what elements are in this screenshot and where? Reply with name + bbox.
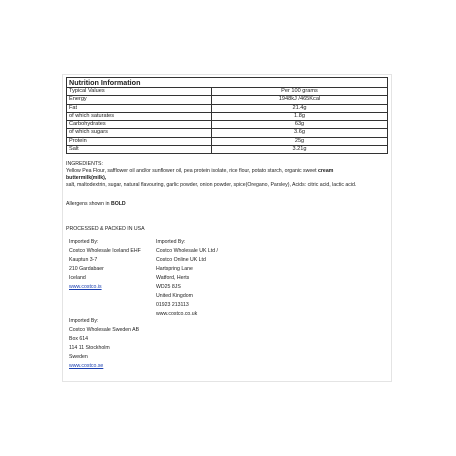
importer-uk-line: Costco Online UK Ltd	[156, 257, 206, 263]
row-label: Energy	[67, 96, 212, 104]
row-value: 3.21g	[212, 146, 388, 154]
ingredients-heading: INGREDIENTS:	[66, 161, 103, 167]
ingredients-bold-allergen: cream	[318, 168, 334, 174]
ingredients-text: Yellow Pea Flour, safflower oil and/or sunflower oil, pea protein isolate, rice flour, potato starch, organic sweet	[66, 168, 319, 174]
importer-sweden-heading: Imported By:	[69, 318, 99, 324]
table-row	[67, 137, 388, 145]
importer-sweden-line: Sweden	[69, 354, 88, 360]
importer-uk-line: United Kingdom	[156, 293, 193, 299]
row-label: of which saturates	[67, 112, 212, 120]
row-label: Protein	[67, 137, 212, 145]
importer-uk-heading: Imported By:	[156, 239, 186, 245]
importer-iceland-heading: Imported By:	[69, 239, 99, 245]
nutrition-table	[66, 77, 388, 154]
importer-iceland-line: Costco Wholesale Iceland EHF	[69, 248, 141, 254]
table-row	[67, 96, 388, 104]
allergens-note	[66, 201, 126, 208]
row-label: Fat	[67, 104, 212, 112]
row-value: 63g	[212, 121, 388, 129]
importer-iceland-link[interactable]: www.costco.is	[69, 284, 102, 290]
allergens-bold: BOLD	[110, 201, 126, 207]
importer-uk-line: WD25 8JS	[156, 284, 181, 290]
table-row	[67, 104, 388, 112]
ingredients-line-3: salt, maltodextrin, sugar, natural flavouring, garlic powder, onion powder, spice(Oregano, Parsley), Acids: citric acid, lactic acid.	[66, 182, 357, 188]
importer-iceland-line: Kauptun 3-7	[69, 257, 98, 263]
ingredients-bold-allergen: buttermilk(milk),	[66, 175, 107, 181]
row-label: Typical Values	[67, 88, 212, 96]
row-value: Per 100 grams	[212, 88, 388, 96]
importer-sweden-line: Costco Wholesale Sweden AB	[69, 327, 140, 333]
row-value: 1.8g	[212, 112, 388, 120]
table-row	[67, 146, 388, 154]
importer-uk-line: Costco Wholesale UK Ltd /	[156, 248, 218, 254]
importer-uk-line: Hartspring Lane	[156, 266, 193, 272]
table-row	[67, 129, 388, 137]
row-value: 25g	[212, 137, 388, 145]
importer-sweden-line: Box 614	[69, 336, 89, 342]
row-value: 3.6g	[212, 129, 388, 137]
processed-statement: PROCESSED & PACKED IN USA	[66, 226, 145, 232]
nutrition-title: Nutrition Information	[67, 78, 388, 88]
importer-iceland-line: 210 Gardabaer	[69, 266, 104, 272]
importer-sweden-line: 114 11 Stockholm	[69, 345, 110, 351]
table-row	[67, 88, 388, 96]
table-row	[67, 112, 388, 120]
importer-sweden-link[interactable]: www.costco.se	[69, 363, 104, 369]
nutrition-title-row	[67, 78, 388, 88]
allergens-text: Allergens shown in	[66, 201, 111, 207]
row-label: of which sugars	[67, 129, 212, 137]
importer-uk-website: www.costco.co.uk	[156, 311, 198, 317]
row-label: Salt	[67, 146, 212, 154]
importer-iceland-line: Iceland	[69, 275, 86, 281]
row-value: 21.4g	[212, 104, 388, 112]
table-row	[67, 121, 388, 129]
importer-uk-line: Watford, Herts	[156, 275, 190, 281]
row-label: Carbohydrates	[67, 121, 212, 129]
importer-uk-line: 01923 213113	[156, 302, 189, 308]
row-value: 1948kJ /465Kcal	[212, 96, 388, 104]
